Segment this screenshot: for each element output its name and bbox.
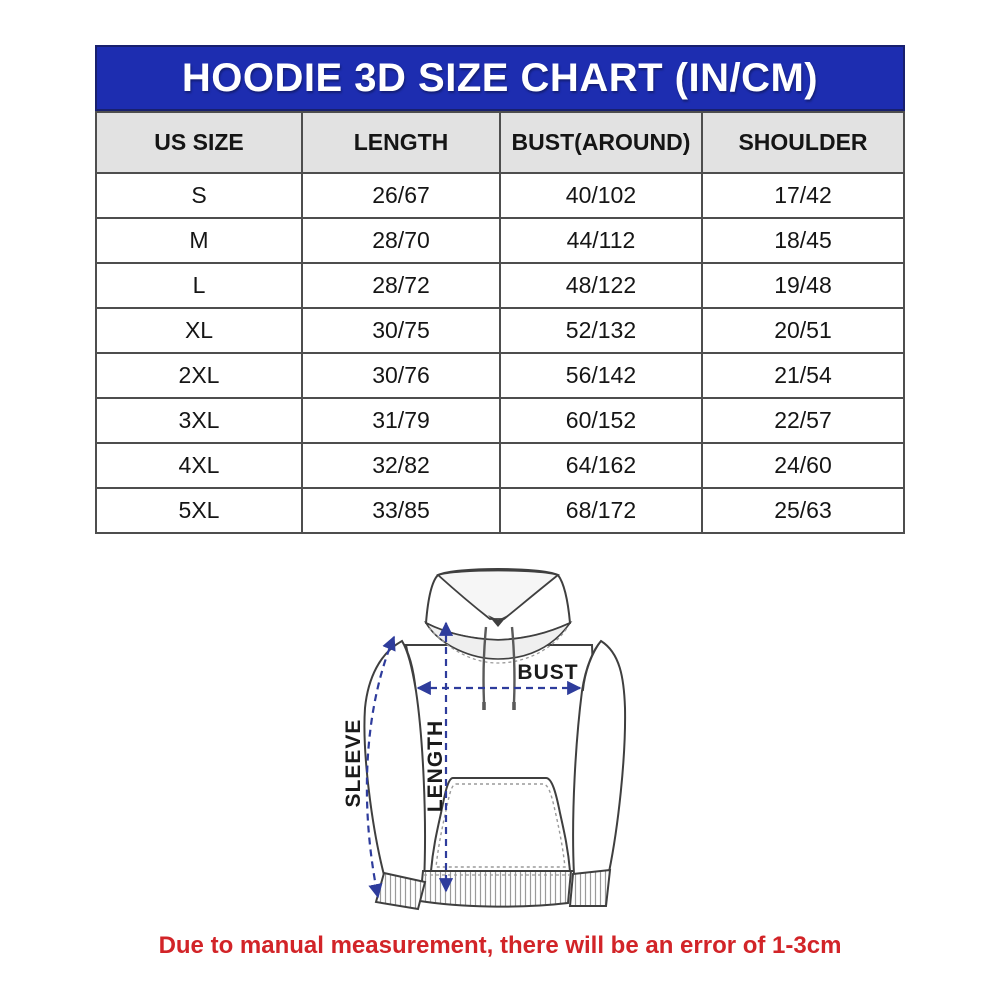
measurement-cell: 64/162 xyxy=(500,443,702,488)
measurement-cell: 22/57 xyxy=(702,398,904,443)
measurement-cell: 19/48 xyxy=(702,263,904,308)
length-label: LENGTH xyxy=(424,719,447,813)
header-row xyxy=(96,112,904,173)
table-row xyxy=(96,488,904,533)
column-header: US SIZE xyxy=(96,112,302,173)
measurement-cell: 30/75 xyxy=(302,308,500,353)
bust-label: BUST xyxy=(517,661,579,684)
measurement-cell: 24/60 xyxy=(702,443,904,488)
size-cell: S xyxy=(96,173,302,218)
column-header: BUST(AROUND) xyxy=(500,112,702,173)
size-cell: 4XL xyxy=(96,443,302,488)
measurement-cell: 60/152 xyxy=(500,398,702,443)
measurement-cell: 40/102 xyxy=(500,173,702,218)
hoodie-pocket xyxy=(431,778,570,871)
measurement-note: Due to manual measurement, there will be an error of 1-3cm xyxy=(158,932,842,959)
measurement-cell: 17/42 xyxy=(702,173,904,218)
table-row xyxy=(96,218,904,263)
table-row xyxy=(96,308,904,353)
measurement-cell: 25/63 xyxy=(702,488,904,533)
measurement-cell: 18/45 xyxy=(702,218,904,263)
size-cell: XL xyxy=(96,308,302,353)
measurement-cell: 33/85 xyxy=(302,488,500,533)
measurement-cell: 44/112 xyxy=(500,218,702,263)
hoodie-waistband xyxy=(420,871,571,907)
size-table xyxy=(95,111,905,534)
measurement-cell: 21/54 xyxy=(702,353,904,398)
size-cell: 2XL xyxy=(96,353,302,398)
measurement-cell: 52/132 xyxy=(500,308,702,353)
hoodie-cuff-right xyxy=(570,870,610,906)
column-header: LENGTH xyxy=(302,112,500,173)
measurement-cell: 32/82 xyxy=(302,443,500,488)
measurement-cell: 26/67 xyxy=(302,173,500,218)
table-row xyxy=(96,173,904,218)
size-chart xyxy=(95,45,905,534)
size-cell: M xyxy=(96,218,302,263)
size-chart-title: HOODIE 3D SIZE CHART (IN/CM) xyxy=(95,45,905,111)
table-row xyxy=(96,443,904,488)
sleeve-label: SLEEVE xyxy=(342,718,365,808)
measurement-cell: 28/72 xyxy=(302,263,500,308)
hoodie-diagram xyxy=(328,553,672,945)
column-header: SHOULDER xyxy=(702,112,904,173)
size-cell: L xyxy=(96,263,302,308)
size-cell: 3XL xyxy=(96,398,302,443)
measurement-cell: 28/70 xyxy=(302,218,500,263)
table-row xyxy=(96,353,904,398)
measurement-cell: 68/172 xyxy=(500,488,702,533)
table-row xyxy=(96,398,904,443)
table-row xyxy=(96,263,904,308)
measurement-cell: 48/122 xyxy=(500,263,702,308)
size-table-body xyxy=(96,173,904,533)
size-cell: 5XL xyxy=(96,488,302,533)
measurement-cell: 56/142 xyxy=(500,353,702,398)
measurement-cell: 31/79 xyxy=(302,398,500,443)
measurement-cell: 30/76 xyxy=(302,353,500,398)
measurement-cell: 20/51 xyxy=(702,308,904,353)
